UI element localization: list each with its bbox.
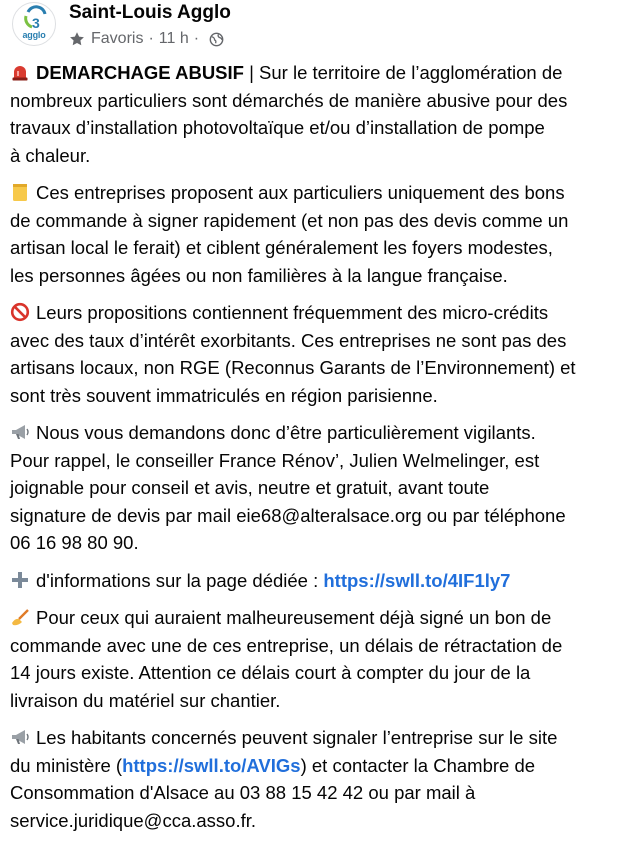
paragraph-propositions	[10, 299, 640, 409]
alert-title: DEMARCHAGE ABUSIF	[36, 62, 244, 83]
text-span: ) et contacter la Chambre de	[300, 754, 536, 776]
megaphone-icon	[10, 727, 30, 747]
text-span: du ministère (	[10, 754, 123, 776]
text-line	[10, 179, 640, 207]
text-span: Ces entreprises proposent aux particuliers uniquement des bons	[36, 182, 565, 203]
text-line: Pour rappel, le conseiller France Rénov’, Julien Welmelinger, est	[10, 449, 540, 471]
text-line: de commande à signer rapidement (et non pas des devis comme un	[10, 209, 569, 231]
text-line: signature de devis par mail eie68@alteralsace.org ou par téléphone	[10, 504, 566, 526]
text-line: nombreux particuliers sont démarchés de manière abusive pour des	[10, 89, 568, 111]
text-line: les personnes âgées ou non familières à la langue française.	[10, 264, 508, 286]
star-icon	[69, 31, 85, 47]
text-span: Leurs propositions contiennent fréquemment des micro-crédits	[36, 302, 549, 323]
text-line: joignable pour conseil et avis, neutre et gratuit, avant toute	[10, 477, 490, 498]
svg-text:3: 3	[32, 15, 40, 31]
globe-icon[interactable]	[209, 32, 224, 47]
paragraph-retractation	[10, 604, 640, 714]
post-time[interactable]: 11 h	[158, 30, 189, 47]
notepad-icon	[10, 182, 30, 202]
text-line	[10, 59, 640, 87]
avatar-label: agglo	[22, 30, 46, 40]
text-line	[10, 567, 640, 595]
text-line: à chaleur.	[10, 144, 91, 166]
text-line: service.juridique@cca.asso.fr.	[10, 809, 257, 831]
megaphone-icon	[10, 422, 30, 442]
text-line	[10, 299, 640, 327]
writing-hand-icon	[10, 607, 30, 627]
paragraph-informations	[10, 567, 640, 595]
info-page-link[interactable]: https://swll.to/4IF1ly7	[323, 569, 511, 591]
post-meta	[69, 30, 224, 48]
text-line	[10, 752, 640, 780]
text-span: d'informations sur la page dédiée :	[36, 569, 324, 591]
prohibited-icon	[10, 302, 30, 322]
text-span: Pour ceux qui auraient malheureusement déjà signé un bon de	[36, 607, 552, 628]
text-line: livraison du matériel sur chantier.	[10, 689, 281, 711]
text-span: Les habitants concernés peuvent signaler l’entreprise sur le site	[36, 727, 558, 748]
text-line: 06 16 98 80 90.	[10, 532, 139, 553]
paragraph-entreprises	[10, 179, 640, 289]
paragraph-vigilance	[10, 419, 640, 557]
text-line: Consommation d'Alsace au 03 88 15 42 42 ou par mail à	[10, 782, 476, 803]
text-line: avec des taux d’intérêt exorbitants. Ces entreprises ne sont pas des	[10, 329, 567, 351]
post-body	[10, 59, 640, 844]
meta-separator: ·	[148, 30, 154, 47]
text-line	[10, 724, 640, 752]
meta-separator: ·	[193, 30, 200, 47]
text-line: artisan local le ferait) et ciblent généralement les foyers modestes,	[10, 237, 553, 258]
text-line: artisans locaux, non RGE (Reconnus Garants de l’Environnement) et	[10, 357, 576, 378]
text-line: sont très souvent immatriculés en région parisienne.	[10, 384, 438, 406]
text-line: travaux d’installation photovoltaïque et/ou d’installation de pompe	[10, 117, 545, 138]
favorites-label[interactable]: Favoris	[91, 30, 144, 47]
paragraph-demarchage	[10, 59, 640, 169]
text-span: | Sur le territoire de l’agglomération de	[243, 62, 563, 83]
text-line: commande avec une de ces entreprise, un délais de rétractation de	[10, 634, 563, 656]
text-line: 14 jours existe. Attention ce délais court à compter du jour de la	[10, 662, 531, 683]
avatar[interactable]	[12, 2, 56, 46]
ministry-link[interactable]: https://swll.to/AVIGs	[122, 754, 301, 776]
siren-icon	[10, 62, 30, 82]
text-line	[10, 604, 640, 632]
text-span: Nous vous demandons donc d’être particulièrement vigilants.	[36, 422, 536, 443]
paragraph-signalement	[10, 724, 640, 834]
page-name-link[interactable]: Saint-Louis Agglo	[69, 2, 231, 23]
plus-icon	[10, 570, 30, 590]
text-line	[10, 419, 640, 447]
